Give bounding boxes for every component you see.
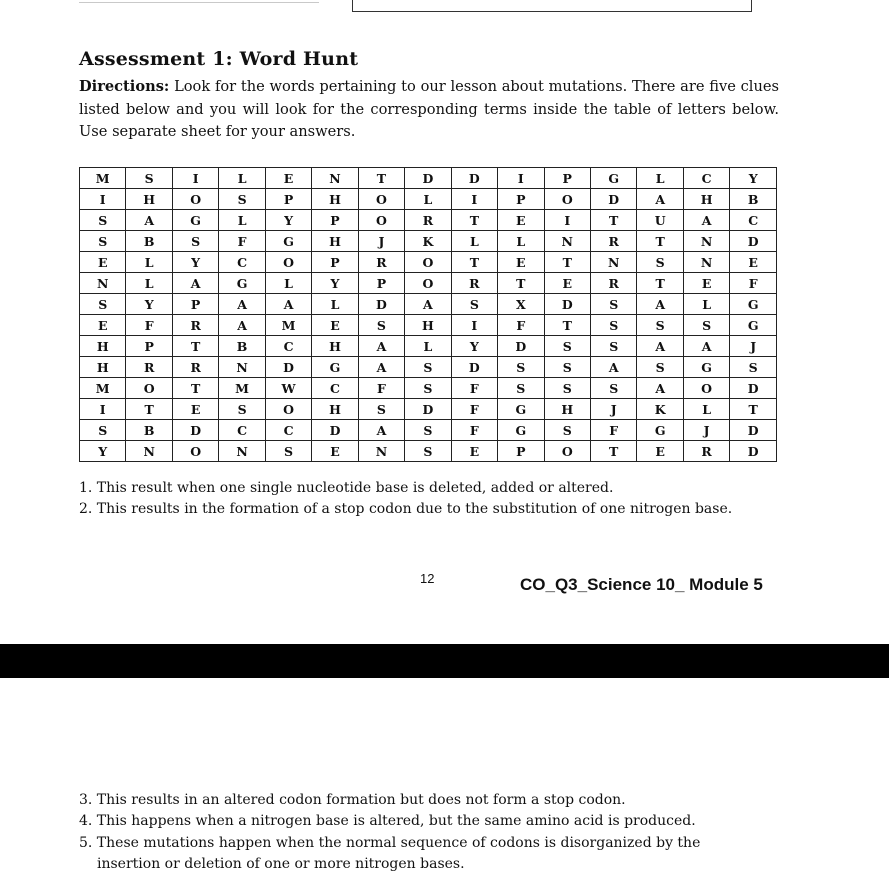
- grid-cell: E: [172, 399, 218, 420]
- grid-cell: A: [265, 294, 311, 315]
- grid-cell: A: [637, 294, 683, 315]
- grid-cell: D: [451, 357, 497, 378]
- grid-cell: F: [590, 420, 636, 441]
- grid-cell: H: [312, 336, 358, 357]
- grid-cell: S: [637, 357, 683, 378]
- grid-row: [80, 210, 777, 231]
- clue-1: 1. This result when one single nucleotide base is deleted, added or altered.: [79, 480, 614, 496]
- directions-label: Directions:: [79, 78, 170, 95]
- grid-cell: N: [126, 441, 172, 462]
- grid-cell: R: [451, 273, 497, 294]
- grid-cell: Y: [126, 294, 172, 315]
- page-number: 12: [420, 571, 435, 586]
- grid-cell: P: [498, 441, 544, 462]
- grid-cell: S: [451, 294, 497, 315]
- grid-cell: B: [730, 189, 777, 210]
- grid-cell: F: [451, 420, 497, 441]
- grid-cell: F: [219, 231, 265, 252]
- grid-cell: G: [590, 168, 636, 189]
- grid-cell: N: [590, 252, 636, 273]
- grid-cell: T: [358, 168, 404, 189]
- grid-cell: F: [126, 315, 172, 336]
- grid-cell: I: [451, 189, 497, 210]
- grid-cell: O: [358, 189, 404, 210]
- grid-cell: J: [590, 399, 636, 420]
- grid-cell: G: [637, 420, 683, 441]
- grid-cell: P: [358, 273, 404, 294]
- grid-cell: G: [172, 210, 218, 231]
- grid-cell: C: [730, 210, 777, 231]
- grid-cell: L: [405, 189, 451, 210]
- directions-paragraph: [79, 76, 779, 144]
- grid-cell: J: [730, 336, 777, 357]
- grid-cell: S: [405, 441, 451, 462]
- grid-cell: E: [265, 168, 311, 189]
- grid-cell: R: [590, 273, 636, 294]
- grid-cell: A: [126, 210, 172, 231]
- grid-cell: S: [637, 252, 683, 273]
- grid-row: [80, 399, 777, 420]
- grid-cell: R: [358, 252, 404, 273]
- grid-cell: I: [80, 189, 126, 210]
- grid-row: [80, 294, 777, 315]
- grid-cell: Y: [451, 336, 497, 357]
- grid-cell: T: [637, 273, 683, 294]
- grid-cell: S: [498, 357, 544, 378]
- grid-row: [80, 420, 777, 441]
- grid-cell: E: [683, 273, 729, 294]
- grid-cell: A: [219, 294, 265, 315]
- grid-cell: S: [405, 357, 451, 378]
- grid-cell: S: [544, 378, 590, 399]
- grid-cell: S: [80, 210, 126, 231]
- grid-cell: G: [312, 357, 358, 378]
- grid-cell: O: [358, 210, 404, 231]
- grid-cell: A: [683, 336, 729, 357]
- module-label: CO_Q3_Science 10_ Module 5: [520, 575, 763, 594]
- grid-cell: U: [637, 210, 683, 231]
- grid-cell: F: [451, 399, 497, 420]
- grid-cell: T: [451, 252, 497, 273]
- clue-5-line2: insertion or deletion of one or more nitrogen bases.: [97, 856, 465, 872]
- grid-cell: S: [126, 168, 172, 189]
- grid-cell: N: [219, 357, 265, 378]
- grid-cell: O: [683, 378, 729, 399]
- grid-cell: J: [683, 420, 729, 441]
- clue-3: 3. This results in an altered codon formation but does not form a stop codon.: [79, 792, 626, 808]
- grid-cell: R: [683, 441, 729, 462]
- grid-cell: L: [312, 294, 358, 315]
- grid-row: [80, 357, 777, 378]
- grid-cell: R: [126, 357, 172, 378]
- clue-2: 2. This results in the formation of a stop codon due to the substitution of one nitrogen base.: [79, 501, 733, 517]
- grid-cell: A: [405, 294, 451, 315]
- grid-cell: G: [498, 399, 544, 420]
- grid-cell: T: [172, 378, 218, 399]
- grid-cell: K: [637, 399, 683, 420]
- grid-cell: O: [265, 252, 311, 273]
- grid-cell: S: [405, 378, 451, 399]
- grid-cell: M: [219, 378, 265, 399]
- grid-cell: I: [498, 168, 544, 189]
- grid-row: [80, 273, 777, 294]
- grid-cell: L: [219, 210, 265, 231]
- grid-cell: B: [126, 420, 172, 441]
- grid-cell: D: [730, 441, 777, 462]
- grid-cell: M: [80, 168, 126, 189]
- grid-cell: P: [126, 336, 172, 357]
- grid-cell: S: [590, 315, 636, 336]
- grid-cell: S: [544, 420, 590, 441]
- grid-cell: N: [358, 441, 404, 462]
- grid-cell: S: [358, 315, 404, 336]
- grid-cell: T: [451, 210, 497, 231]
- grid-cell: C: [219, 252, 265, 273]
- grid-cell: S: [405, 420, 451, 441]
- grid-cell: O: [544, 441, 590, 462]
- grid-row: [80, 252, 777, 273]
- grid-cell: N: [544, 231, 590, 252]
- grid-cell: H: [312, 399, 358, 420]
- directions-text: Look for the words pertaining to our lesson about mutations. There are five clues listed below and you will look for the corresponding terms inside the table of letters below. Use separate sheet for your answers.: [79, 78, 779, 140]
- grid-cell: S: [219, 189, 265, 210]
- grid-cell: O: [172, 189, 218, 210]
- grid-cell: F: [451, 378, 497, 399]
- top-rule: [79, 2, 319, 3]
- grid-cell: G: [730, 315, 777, 336]
- grid-cell: R: [405, 210, 451, 231]
- grid-cell: A: [172, 273, 218, 294]
- grid-cell: N: [683, 231, 729, 252]
- grid-cell: B: [219, 336, 265, 357]
- grid-cell: O: [544, 189, 590, 210]
- grid-cell: L: [451, 231, 497, 252]
- grid-cell: N: [80, 273, 126, 294]
- grid-cell: N: [683, 252, 729, 273]
- grid-cell: D: [405, 399, 451, 420]
- grid-cell: A: [683, 210, 729, 231]
- grid-cell: S: [590, 336, 636, 357]
- grid-cell: C: [683, 168, 729, 189]
- grid-cell: P: [265, 189, 311, 210]
- grid-cell: C: [219, 420, 265, 441]
- grid-cell: D: [544, 294, 590, 315]
- grid-cell: H: [683, 189, 729, 210]
- grid-cell: D: [590, 189, 636, 210]
- grid-cell: S: [219, 399, 265, 420]
- grid-cell: I: [80, 399, 126, 420]
- grid-cell: L: [683, 294, 729, 315]
- grid-cell: A: [637, 189, 683, 210]
- grid-cell: M: [80, 378, 126, 399]
- grid-cell: B: [126, 231, 172, 252]
- grid-cell: X: [498, 294, 544, 315]
- grid-cell: O: [172, 441, 218, 462]
- grid-cell: N: [312, 168, 358, 189]
- grid-row: [80, 189, 777, 210]
- grid-cell: F: [498, 315, 544, 336]
- grid-cell: E: [637, 441, 683, 462]
- grid-row: [80, 168, 777, 189]
- grid-cell: L: [498, 231, 544, 252]
- grid-cell: I: [172, 168, 218, 189]
- grid-cell: H: [126, 189, 172, 210]
- grid-row: [80, 231, 777, 252]
- grid-cell: T: [544, 252, 590, 273]
- grid-cell: D: [730, 231, 777, 252]
- grid-cell: S: [358, 399, 404, 420]
- grid-cell: D: [265, 357, 311, 378]
- grid-cell: R: [172, 357, 218, 378]
- grid-cell: A: [358, 357, 404, 378]
- grid-cell: O: [126, 378, 172, 399]
- grid-cell: Y: [312, 273, 358, 294]
- grid-row: [80, 441, 777, 462]
- grid-cell: G: [498, 420, 544, 441]
- grid-cell: S: [172, 231, 218, 252]
- grid-cell: D: [730, 378, 777, 399]
- grid-cell: G: [265, 231, 311, 252]
- grid-row: [80, 336, 777, 357]
- page-title: Assessment 1: Word Hunt: [79, 48, 359, 70]
- grid-cell: O: [265, 399, 311, 420]
- grid-cell: S: [590, 294, 636, 315]
- grid-cell: C: [312, 378, 358, 399]
- grid-cell: Y: [730, 168, 777, 189]
- grid-cell: S: [637, 315, 683, 336]
- grid-cell: T: [126, 399, 172, 420]
- grid-cell: T: [172, 336, 218, 357]
- grid-cell: P: [312, 252, 358, 273]
- grid-cell: F: [358, 378, 404, 399]
- grid-cell: C: [265, 336, 311, 357]
- grid-cell: E: [730, 252, 777, 273]
- grid-cell: L: [637, 168, 683, 189]
- grid-cell: S: [590, 378, 636, 399]
- grid-cell: S: [265, 441, 311, 462]
- grid-cell: Y: [172, 252, 218, 273]
- grid-cell: A: [219, 315, 265, 336]
- grid-cell: R: [172, 315, 218, 336]
- grid-cell: Y: [265, 210, 311, 231]
- grid-cell: E: [498, 210, 544, 231]
- grid-cell: D: [451, 168, 497, 189]
- grid-cell: F: [730, 273, 777, 294]
- grid-cell: P: [312, 210, 358, 231]
- grid-cell: K: [405, 231, 451, 252]
- grid-cell: E: [498, 252, 544, 273]
- grid-cell: G: [730, 294, 777, 315]
- grid-cell: A: [590, 357, 636, 378]
- grid-cell: L: [219, 168, 265, 189]
- grid-cell: P: [172, 294, 218, 315]
- grid-cell: I: [544, 210, 590, 231]
- grid-cell: A: [637, 378, 683, 399]
- grid-cell: L: [126, 252, 172, 273]
- grid-cell: S: [80, 294, 126, 315]
- grid-row: [80, 378, 777, 399]
- grid-cell: L: [126, 273, 172, 294]
- grid-cell: T: [498, 273, 544, 294]
- grid-cell: D: [358, 294, 404, 315]
- grid-cell: T: [544, 315, 590, 336]
- header-box: [352, 0, 752, 12]
- grid-cell: S: [683, 315, 729, 336]
- grid-cell: G: [219, 273, 265, 294]
- grid-cell: T: [730, 399, 777, 420]
- grid-row: [80, 315, 777, 336]
- grid-cell: L: [405, 336, 451, 357]
- grid-cell: D: [730, 420, 777, 441]
- grid-cell: D: [312, 420, 358, 441]
- grid-cell: H: [544, 399, 590, 420]
- grid-cell: S: [544, 336, 590, 357]
- grid-cell: S: [544, 357, 590, 378]
- grid-cell: T: [590, 210, 636, 231]
- grid-cell: T: [590, 441, 636, 462]
- grid-cell: A: [358, 420, 404, 441]
- grid-cell: H: [312, 231, 358, 252]
- grid-cell: O: [405, 252, 451, 273]
- grid-cell: O: [405, 273, 451, 294]
- grid-cell: Y: [80, 441, 126, 462]
- page-divider-bar: [0, 644, 889, 678]
- grid-cell: J: [358, 231, 404, 252]
- grid-cell: S: [730, 357, 777, 378]
- clue-4: 4. This happens when a nitrogen base is altered, but the same amino acid is produced.: [79, 813, 696, 829]
- clue-5: [79, 833, 777, 875]
- grid-cell: E: [451, 441, 497, 462]
- grid-cell: A: [358, 336, 404, 357]
- grid-cell: S: [498, 378, 544, 399]
- grid-cell: W: [265, 378, 311, 399]
- word-hunt-grid: [79, 167, 777, 462]
- grid-cell: N: [219, 441, 265, 462]
- grid-cell: H: [312, 189, 358, 210]
- grid-cell: L: [683, 399, 729, 420]
- grid-cell: D: [405, 168, 451, 189]
- grid-cell: D: [498, 336, 544, 357]
- clue-5-line1: 5. These mutations happen when the normal sequence of codons is disorganized by the: [79, 835, 701, 851]
- grid-cell: D: [172, 420, 218, 441]
- grid-cell: P: [544, 168, 590, 189]
- grid-cell: H: [80, 336, 126, 357]
- grid-cell: E: [544, 273, 590, 294]
- grid-cell: S: [80, 231, 126, 252]
- grid-cell: H: [80, 357, 126, 378]
- grid-cell: G: [683, 357, 729, 378]
- grid-cell: M: [265, 315, 311, 336]
- grid-cell: E: [312, 441, 358, 462]
- grid-cell: E: [80, 252, 126, 273]
- grid-cell: P: [498, 189, 544, 210]
- grid-cell: A: [637, 336, 683, 357]
- grid-cell: S: [80, 420, 126, 441]
- grid-cell: E: [80, 315, 126, 336]
- grid-cell: E: [312, 315, 358, 336]
- grid-cell: C: [265, 420, 311, 441]
- grid-cell: R: [590, 231, 636, 252]
- grid-cell: T: [637, 231, 683, 252]
- grid-cell: H: [405, 315, 451, 336]
- grid-cell: L: [265, 273, 311, 294]
- grid-cell: I: [451, 315, 497, 336]
